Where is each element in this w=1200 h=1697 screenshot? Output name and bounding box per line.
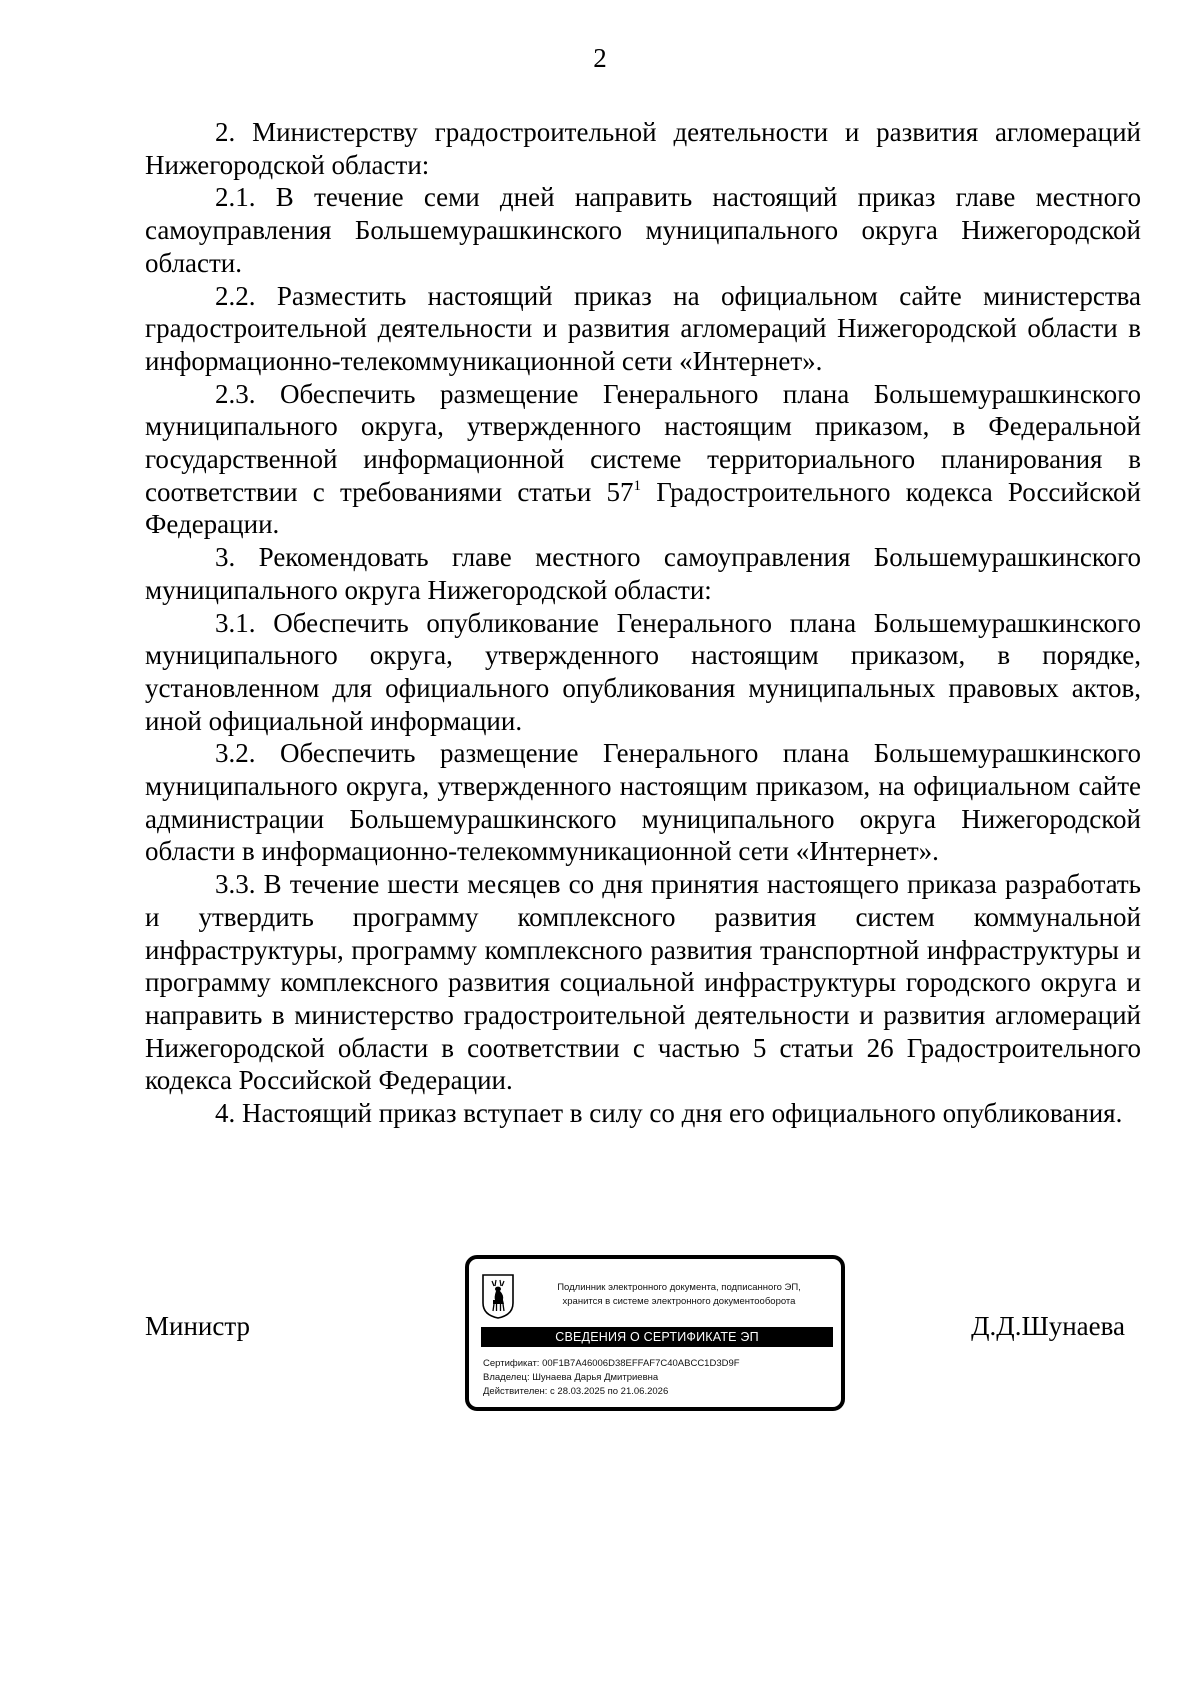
stamp-header-line-1: Подлинник электронного документа, подписанного ЭП, — [557, 1282, 801, 1293]
paragraph-2-3-text: 2.3. Обеспечить размещение Генерального плана Большемурашкинского муниципального округа, утвержденного настоящим приказом, в Федеральной государственной информационной системе территориального планирования в соответствии с требованиями статьи 57 — [145, 378, 1141, 507]
paragraph-3-3: 3.3. В течение шести месяцев со дня принятия настоящего приказа разработать и утвердить программу комплексного развития систем коммунальной инфраструктуры, программу комплексного развития транспортной инфраструктуры и программу комплексного развития социальной инфраструктуры городского округа и направить в министерство градостроительной деятельности и развития агломераций Нижегородской области в соответствии с частью 5 статьи 26 Градостроительного кодекса Российской Федерации. — [145, 869, 1141, 1096]
signatory-position: Министр — [145, 1311, 250, 1341]
paragraph-2-3-tail: Градостроительного кодекса Российской Федерации. — [145, 476, 1141, 540]
paragraph-2-1: 2.1. В течение семи дней направить настоящий приказ главе местного самоуправления Большемурашкинского муниципального округа Нижегородской области. — [145, 182, 1141, 278]
paragraph-3-2: 3.2. Обеспечить размещение Генерального плана Большемурашкинского муниципального округа, утвержденного настоящим приказом, на официальном сайте администрации Большемурашкинского муниципального округа Нижегородской области в информационно-телекоммуникационной сети «Интернет». — [145, 738, 1141, 867]
document-body — [145, 116, 1141, 1130]
certificate-details — [483, 1357, 833, 1399]
stamp-header-line-2: хранится в системе электронного документооборота — [562, 1296, 796, 1307]
certificate-serial: Сертификат: 00F1B7A46006D38EFFAF7C40ABCC1D3D9F — [483, 1358, 740, 1369]
certificate-info-bar: СВЕДЕНИЯ О СЕРТИФИКАТЕ ЭП — [481, 1327, 833, 1347]
certificate-owner: Владелец: Шунаева Дарья Дмитриевна — [483, 1372, 659, 1383]
paragraph-2-2: 2.2. Разместить настоящий приказ на официальном сайте министерства градостроительной деятельности и развития агломераций Нижегородской области в информационно-телекоммуникационной сети «Интернет». — [145, 280, 1141, 376]
paragraph-3: 3. Рекомендовать главе местного самоуправления Большемурашкинского муниципального округа Нижегородской области: — [145, 542, 1141, 605]
page-number: 2 — [593, 43, 607, 73]
paragraph-2-3 — [145, 378, 1141, 542]
stamp-header — [529, 1281, 829, 1309]
certificate-validity: Действителен: с 28.03.2025 по 21.06.2026 — [483, 1386, 669, 1397]
article-superscript: 1 — [633, 477, 642, 494]
paragraph-2: 2. Министерству градостроительной деятельности и развития агломераций Нижегородской области: — [145, 117, 1141, 180]
signatory-name: Д.Д.Шунаева — [971, 1311, 1125, 1341]
electronic-signature-stamp — [465, 1255, 845, 1411]
paragraph-3-1: 3.1. Обеспечить опубликование Генерального плана Большемурашкинского муниципального округа, утвержденного настоящим приказом, в порядке, установленном для официального опубликования муниципальных правовых актов, иной официальной информации. — [145, 607, 1141, 736]
paragraph-4: 4. Настоящий приказ вступает в силу со дня его официального опубликования. — [215, 1098, 1123, 1129]
coat-of-arms-icon — [481, 1273, 515, 1319]
